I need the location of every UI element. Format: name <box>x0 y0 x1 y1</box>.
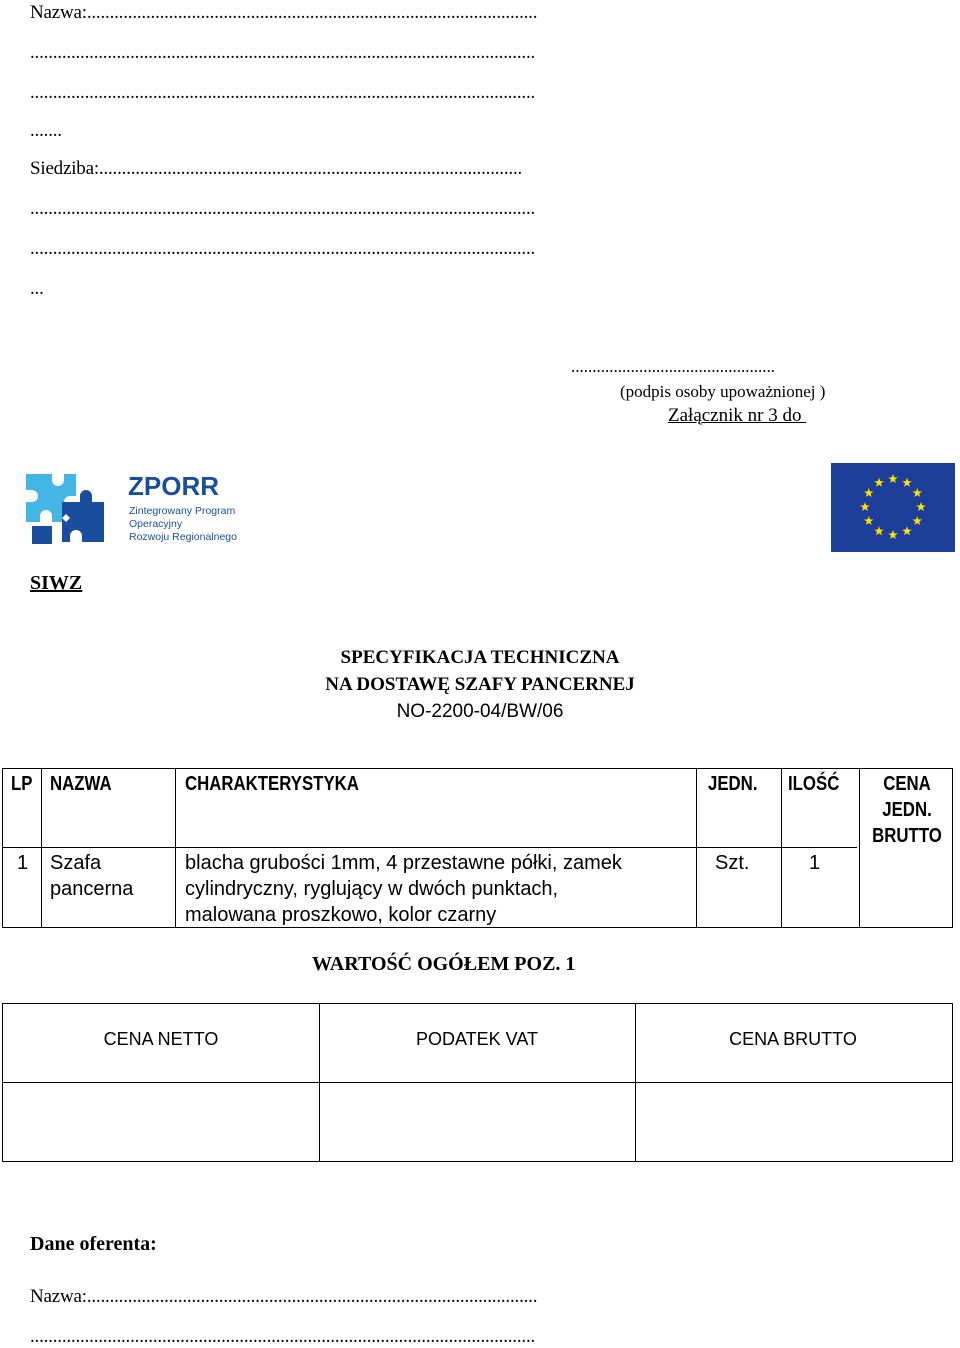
row-char-1: blacha grubości 1mm, 4 przestawne półki, zamek <box>185 852 622 874</box>
price-header-netto: CENA NETTO <box>103 1029 219 1049</box>
siedziba-line-2: ............................................................................................................... <box>30 198 536 219</box>
row-nazwa-2: pancerna <box>50 878 134 900</box>
header-ilosc: ILOŚĆ <box>788 773 840 795</box>
nazwa-line-1: Nazwa:................................................................................................... <box>30 2 538 23</box>
signature-label: (podpis osoby upoważnionej ) <box>620 382 826 401</box>
header-cena-3: BRUTTO <box>872 825 942 847</box>
zporr-subtitle-1: Zintegrowany Program <box>129 505 236 517</box>
signature-dots: ................................................ <box>571 357 775 376</box>
header-jedn: JEDN. <box>708 773 758 795</box>
puzzle-icon <box>22 468 108 554</box>
footer-nazwa-line-1: Nazwa:................................................................................................... <box>30 1286 538 1307</box>
zporr-title: ZPORR <box>128 471 219 501</box>
price-cell-brutto[interactable] <box>636 1083 952 1161</box>
zporr-logo <box>22 468 242 558</box>
price-cell-vat[interactable] <box>320 1083 635 1161</box>
nazwa-line-3: ............................................................................................................... <box>30 82 536 103</box>
row-lp: 1 <box>17 852 29 874</box>
header-lp: LP <box>11 773 33 795</box>
row-char-2: cylindryczny, ryglujący w dwóch punktach, <box>185 878 559 900</box>
zporr-subtitle-2: Operacyjny <box>129 518 183 530</box>
attachment-title: Załącznik nr 3 do <box>668 405 807 426</box>
siwz-label: SIWZ <box>30 572 83 594</box>
spec-table <box>2 768 953 928</box>
bidder-data-label: Dane oferenta: <box>30 1233 157 1255</box>
total-label: WARTOŚĆ OGÓŁEM POZ. 1 <box>312 953 576 975</box>
spec-title-3: NO-2200-04/BW/06 <box>396 701 564 722</box>
nazwa-line-2: ............................................................................................................... <box>30 42 536 63</box>
row-jedn: Szt. <box>715 852 750 874</box>
spec-title-2: NA DOSTAWĘ SZAFY PANCERNEJ <box>325 674 635 695</box>
siedziba-line-1: Siedziba:............................................................................................. <box>30 158 523 179</box>
price-table <box>2 1003 953 1162</box>
price-cell-netto[interactable] <box>3 1083 319 1161</box>
header-nazwa: NAZWA <box>50 773 112 795</box>
header-cena-1: CENA <box>883 773 931 795</box>
siedziba-line-3: ............................................................................................................... <box>30 238 536 259</box>
spec-title-1: SPECYFIKACJA TECHNICZNA <box>340 647 620 668</box>
nazwa-line-4: ....... <box>30 120 62 141</box>
price-header-brutto: CENA BRUTTO <box>729 1029 857 1049</box>
header-charakterystyka: CHARAKTERYSTYKA <box>185 773 359 795</box>
zporr-subtitle-3: Rozwoju Regionalnego <box>129 531 237 543</box>
row-ilosc: 1 <box>809 852 821 874</box>
siedziba-line-4: ... <box>30 278 44 299</box>
eu-flag-icon <box>831 463 955 552</box>
row-char-3: malowana proszkowo, kolor czarny <box>185 904 497 926</box>
header-cena-2: JEDN. <box>882 799 932 821</box>
price-header-vat: PODATEK VAT <box>415 1029 539 1049</box>
row-nazwa-1: Szafa <box>50 852 102 874</box>
footer-nazwa-line-2: ............................................................................................................... <box>30 1326 536 1347</box>
